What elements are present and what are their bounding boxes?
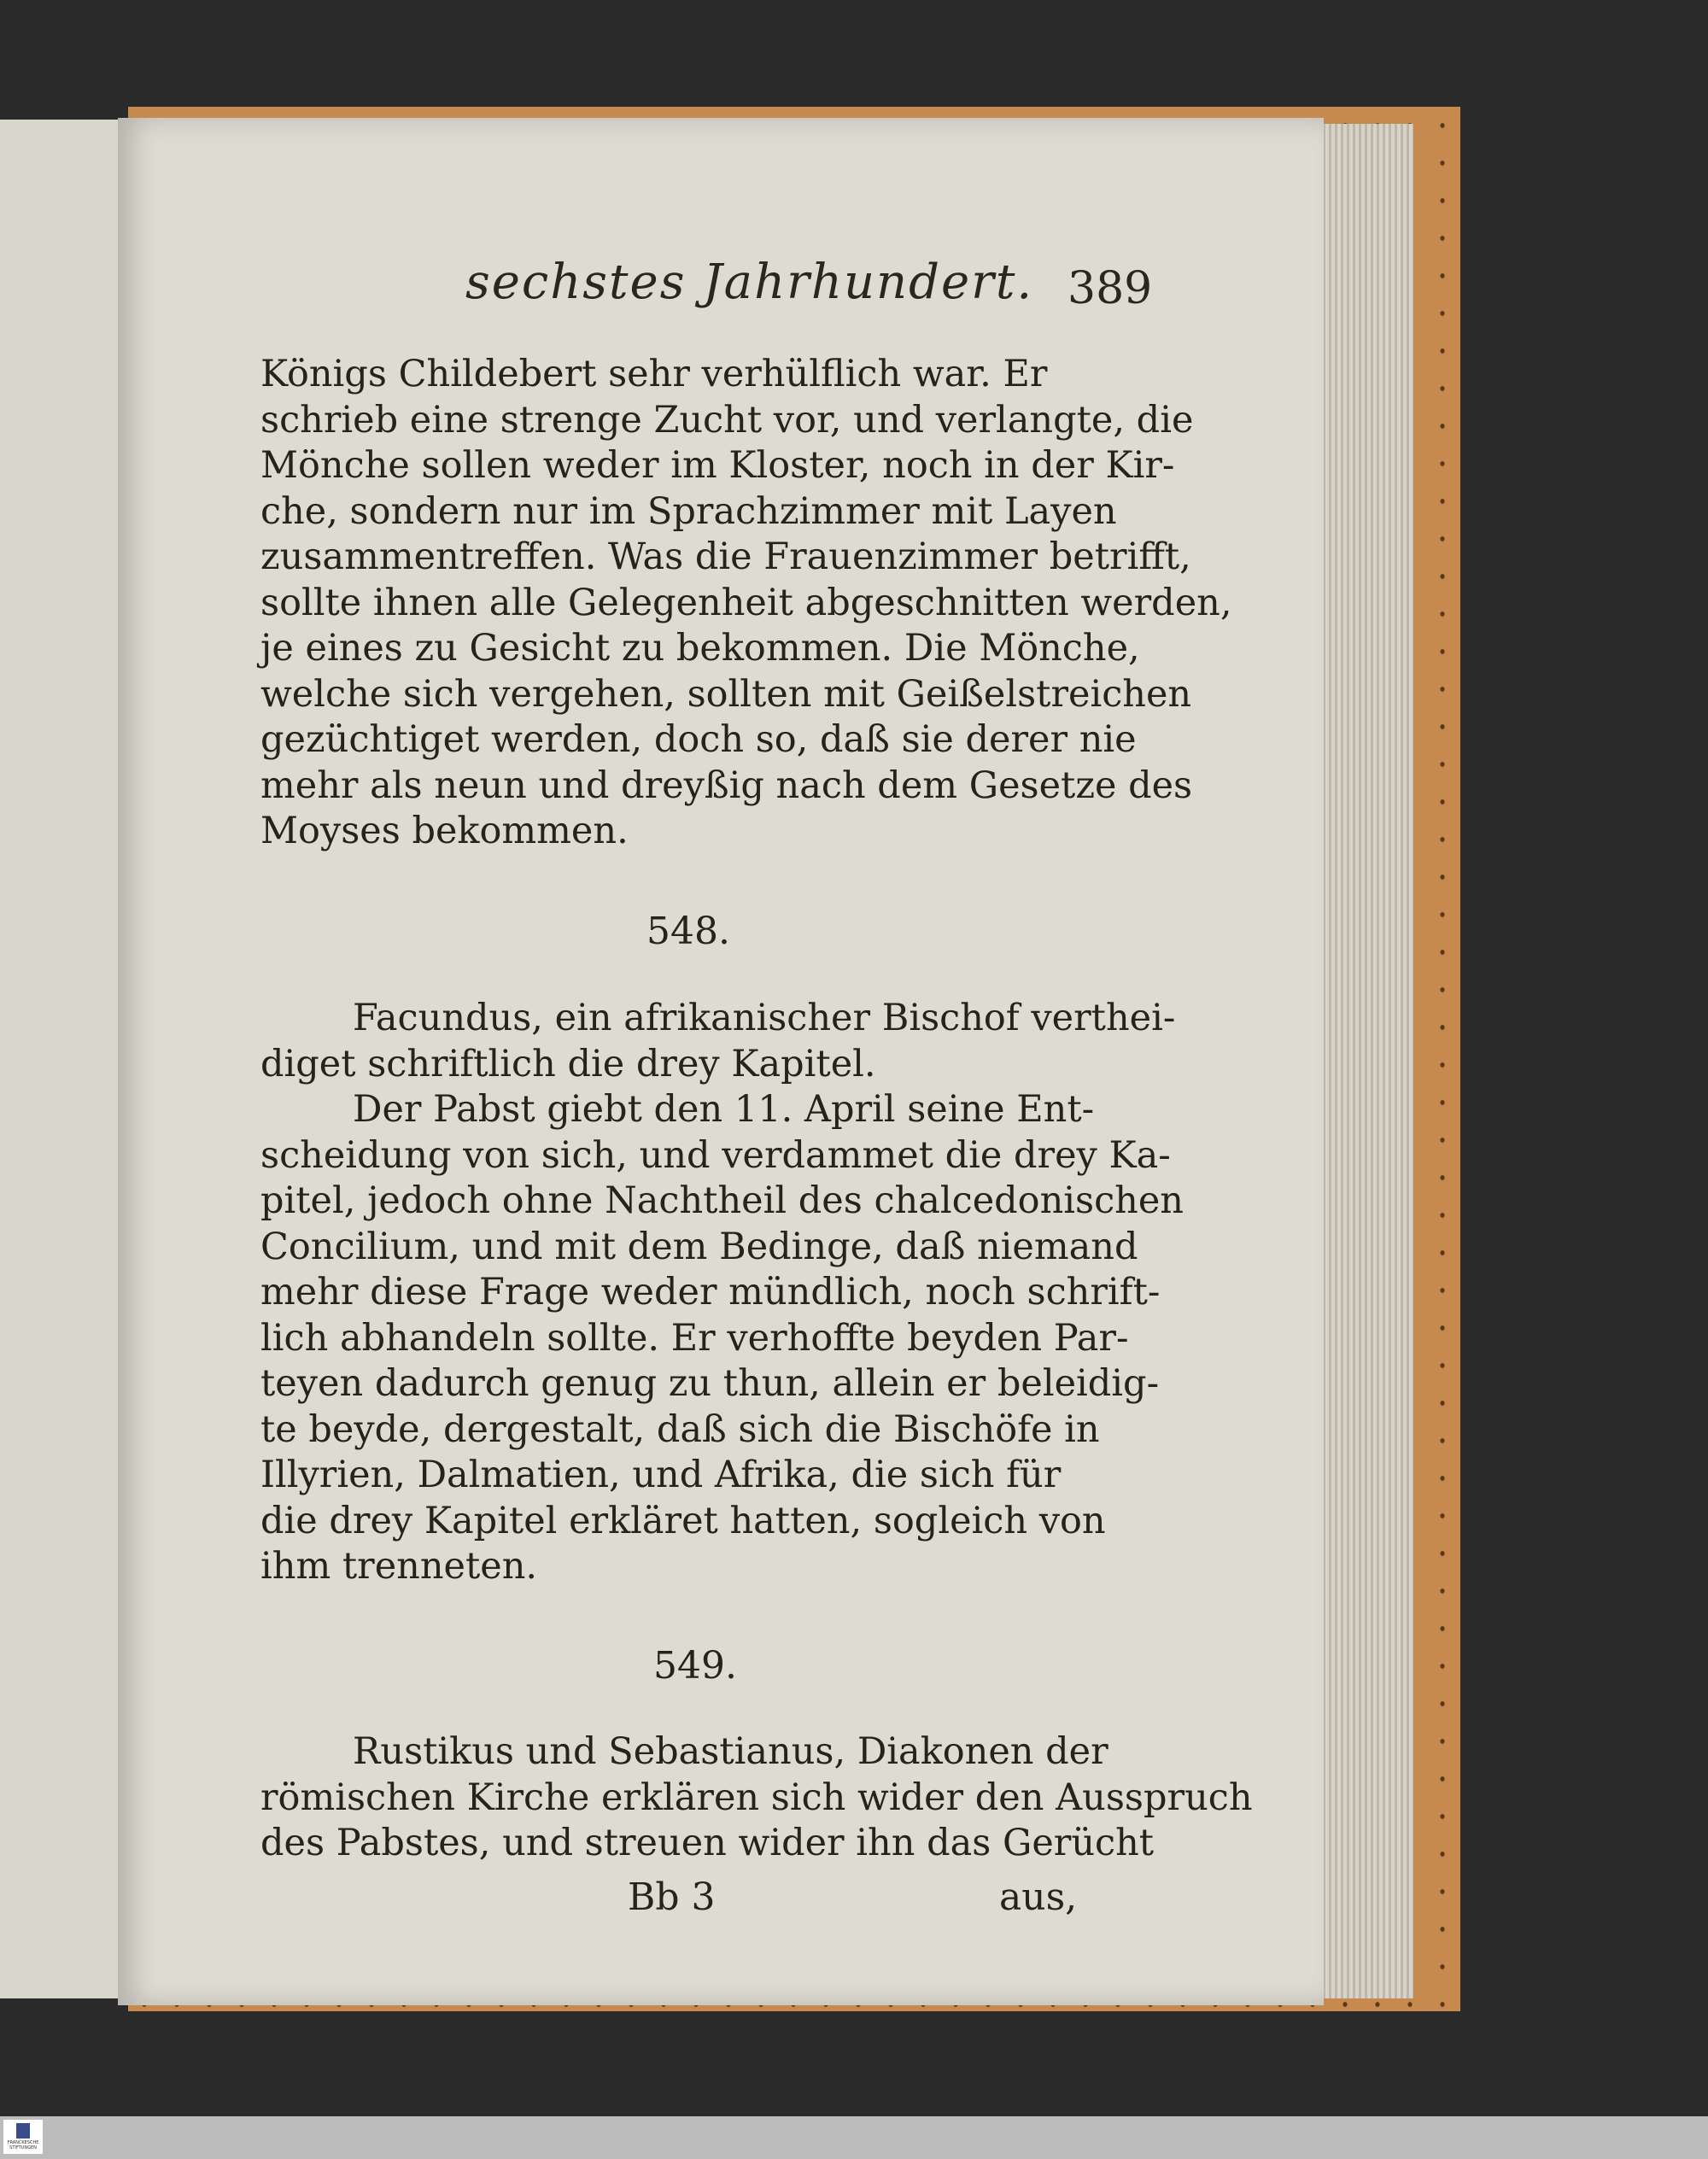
left-page-edge (0, 120, 123, 1998)
text-line: mehr als neun und dreyßig nach dem Gesetze des (260, 764, 1193, 807)
text-line: die drey Kapitel erkläret hatten, sogleich von (260, 1499, 1106, 1542)
section-number-549: 549. (653, 1644, 737, 1688)
text-line: sollte ihnen alle Gelegenheit abgeschnitten werden, (260, 581, 1232, 624)
text-line: zusammentreffen. Was die Frauenzimmer betrifft, (260, 535, 1191, 578)
text-line: Mönche sollen weder im Kloster, noch in der Kir- (260, 444, 1175, 487)
text-line: Moyses bekommen. (260, 810, 629, 852)
text-line: welche sich vergehen, sollten mit Geißelstreichen (260, 672, 1192, 716)
catchword: aus, (999, 1875, 1078, 1919)
text-line: scheidung von sich, und verdammet die drey Ka- (260, 1133, 1171, 1177)
text-line: je eines zu Gesicht zu bekommen. Die Mönche, (260, 627, 1140, 670)
section-548-body (260, 996, 1184, 1590)
text-line: Illyrien, Dalmatien, und Afrika, die sich für (260, 1454, 1062, 1496)
text-line: che, sondern nur im Sprachzimmer mit Layen (260, 489, 1117, 533)
paragraph-1 (260, 352, 1232, 855)
signature-mark: Bb 3 (628, 1875, 716, 1919)
page-edges (1319, 124, 1413, 1998)
text-line: te beyde, dergestalt, daß sich die Bischöfe in (260, 1407, 1100, 1451)
text-line: pitel, jedoch ohne Nachtheil des chalcedonischen (260, 1179, 1184, 1222)
text-line: Rustikus und Sebastianus, Diakonen der (353, 1730, 1108, 1773)
text-line: ihm trenneten. (260, 1545, 538, 1588)
library-logo-icon (16, 2123, 30, 2139)
text-line: Der Pabst giebt den 11. April seine Ent- (353, 1088, 1095, 1131)
text-line: lich abhandeln sollte. Er verhoffte beyden Par- (260, 1316, 1129, 1360)
library-logo (3, 2120, 43, 2154)
viewer-bottom-bar (0, 2116, 1708, 2159)
text-line: Königs Childebert sehr verhülflich war. Er (260, 353, 1048, 395)
text-line: des Pabstes, und streuen wider ihn das Gerücht (260, 1822, 1155, 1864)
text-line: schrieb eine strenge Zucht vor, und verlangte, die (260, 398, 1194, 442)
text-line: Concilium, und mit dem Bedinge, daß niemand (260, 1225, 1138, 1268)
section-number-548: 548. (646, 910, 730, 953)
page-number: 389 (1068, 263, 1153, 314)
text-line: römischen Kirche erklären sich wider den Ausspruch (260, 1776, 1253, 1819)
text-line: teyen dadurch genug zu thun, allein er beleidig- (260, 1362, 1160, 1405)
running-title: sechstes Jahrhundert. (465, 255, 1034, 310)
library-logo-text: FRANCKESCHE STIFTUNGEN (7, 2140, 39, 2150)
text-line: Facundus, ein afrikanischer Bischof verthei- (353, 997, 1176, 1039)
text-line: diget schriftlich die drey Kapitel. (260, 1042, 876, 1085)
section-549-body (260, 1729, 1253, 1867)
text-line: mehr diese Frage weder mündlich, noch schrift- (260, 1271, 1161, 1314)
text-line: gezüchtiget werden, doch so, daß sie derer nie (260, 718, 1137, 761)
